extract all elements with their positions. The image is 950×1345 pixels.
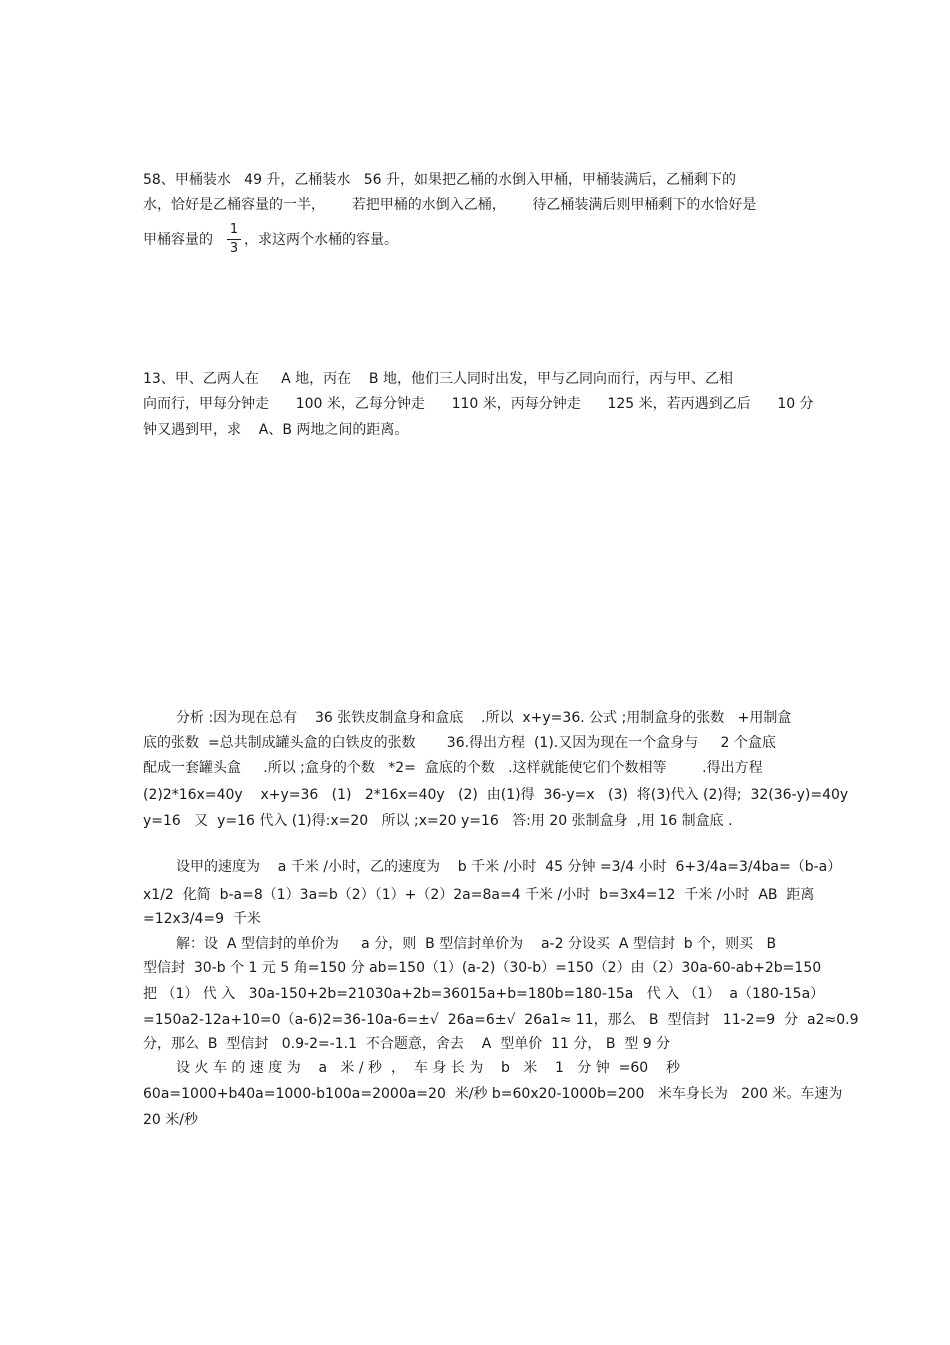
train-solution-line-2: 60a=1000+b40a=1000-b100a=2000a=20 米/秒 b=60x20-1000b=200 米车身长为 200 米。车速为 <box>143 1086 843 1102</box>
envelope-solution-line-3: 把 （1） 代 入 30a-150+2b=21030a+2b=36015a+b=180b=180-15a 代 入 （1） a（180-15a） <box>143 986 825 1002</box>
envelope-solution-line-4: =150a2-12a+10=0（a-6)2=36-10a-6=±√ 26a=6±√ 26a1≈ 11，那么 B 型信封 11-2=9 分 a2≈0.9 <box>143 1012 859 1028</box>
train-solution-line-1: 设 火 车 的 速 度 为 a 米 / 秒 ， 车 身 长 为 b 米 1 分 钟 =60 秒 <box>176 1060 680 1076</box>
problem-13-line-3: 钟又遇到甲，求 A、B 两地之间的距离。 <box>143 422 409 438</box>
speed-solution-line-3: =12x3/4=9 千米 <box>143 911 261 927</box>
problem-13-line-1: 13、甲、乙两人在 A 地，丙在 B 地，他们三人同时出发，甲与乙同向而行，丙与甲、乙相 <box>143 371 733 387</box>
problem-58-line-2: 水，恰好是乙桶容量的一半， 若把甲桶的水倒入乙桶， 待乙桶装满后则甲桶剩下的水恰好是 <box>143 197 757 213</box>
speed-solution-line-1: 设甲的速度为 a 千米 /小时，乙的速度为 b 千米 /小时 45 分钟 =3/4 小时 6+3/4a=3/4ba=（b-a） <box>176 859 842 875</box>
fraction-denominator: 3 <box>229 241 239 256</box>
envelope-solution-line-2: 型信封 30-b 个 1 元 5 角=150 分 ab=150（1）(a-2)（30-b）=150（2）由（2）30a-60-ab+2b=150 <box>143 960 822 976</box>
fraction-one-third <box>227 222 241 257</box>
train-solution-line-3: 20 米/秒 <box>143 1112 198 1128</box>
fraction-numerator: 1 <box>229 222 239 237</box>
problem-13-line-2: 向而行，甲每分钟走 100 米，乙每分钟走 110 米，丙每分钟走 125 米，若丙遇到乙后 10 分 <box>143 396 814 412</box>
envelope-solution-line-1: 解：设 A 型信封的单价为 a 分，则 B 型信封单价为 a-2 分设买 A 型信封 b 个，则买 B <box>176 936 777 952</box>
fraction-bar <box>227 239 241 240</box>
problem-58-line-1: 58、甲桶装水 49 升，乙桶装水 56 升，如果把乙桶的水倒入甲桶，甲桶装满后，乙桶剩下的 <box>143 172 737 188</box>
problem-58-line-3-before: 甲桶容量的 <box>143 232 213 248</box>
analysis-line-4: (2)2*16x=40y x+y=36 (1) 2*16x=40y (2) 由(1)得 36-y=x (3) 将(3)代入 (2)得; 32(36-y)=40y <box>143 787 849 803</box>
analysis-line-1: 分析 :因为现在总有 36 张铁皮制盒身和盒底 .所以 x+y=36. 公式 ;用制盒身的张数 +用制盒 <box>176 710 792 726</box>
problem-58-line-3-after: ，求这两个水桶的容量。 <box>244 232 398 248</box>
speed-solution-line-2: x1/2 化简 b-a=8（1）3a=b（2）（1）+（2）2a=8a=4 千米 /小时 b=3x4=12 千米 /小时 AB 距离 <box>143 887 815 903</box>
analysis-line-3: 配成一套罐头盒 .所以 ;盒身的个数 *2= 盒底的个数 .这样就能使它们个数相等 .得出方程 <box>143 760 763 776</box>
analysis-line-5: y=16 又 y=16 代入 (1)得:x=20 所以 ;x=20 y=16 答:用 20 张制盒身 ,用 16 制盒底 . <box>143 813 733 829</box>
envelope-solution-line-5: 分，那么 B 型信封 0.9-2=-1.1 不合题意，舍去 A 型单价 11 分， B 型 9 分 <box>143 1036 671 1052</box>
analysis-line-2: 底的张数 =总共制成罐头盒的白铁皮的张数 36.得出方程 (1).又因为现在一个盒身与 2 个盒底 <box>143 735 776 751</box>
